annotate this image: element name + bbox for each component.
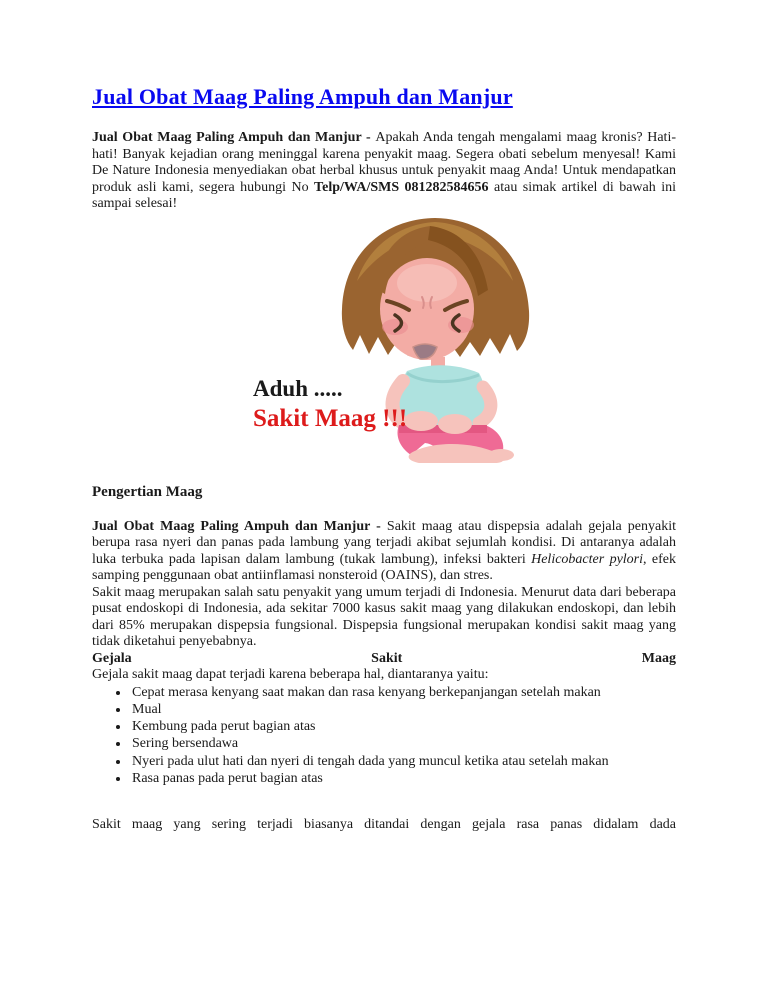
hand-left — [404, 411, 438, 431]
phone-number-bold: Telp/WA/SMS 081282584656 — [314, 179, 489, 195]
gejala-word-3: Maag — [641, 650, 676, 666]
symptom-item: • Sering bersendawa — [130, 735, 676, 752]
caption-aduh: Aduh ..... — [253, 375, 343, 401]
intro-paragraph — [92, 130, 676, 213]
symptom-item: • Cepat merasa kenyang saat makan dan rasa kenyang berkepanjangan setelah makan — [130, 684, 676, 701]
symptom-list — [92, 684, 676, 788]
symptom-item: • Nyeri pada ulut hati dan nyeri di tengah dada yang muncul ketika atau setelah makan — [130, 753, 676, 770]
stomach-pain-illustration — [249, 213, 531, 463]
pengertian-paragraph — [92, 519, 676, 585]
gejala-word-1: Gejala — [92, 650, 132, 666]
pengertian-tail-text: , efek samping penggunaan obat antiinflamasi nonsteroid (OAINS), dan stres. — [92, 551, 677, 583]
intro-tail-text: atau simak artikel di bawah ini sampai selesai! — [92, 179, 676, 211]
pengertian-heading: Pengertian Maag — [92, 483, 203, 500]
pengertian-body-text: Sakit maag atau dispepsia adalah gejala penyakit berupa rasa nyeri dan panas pada lambung yang terjadi akibat sejumlah kondisi. Di antaranya adalah luka terbuka pada lapisan dalam lambung (tukak lambung), infeksi bakteri — [92, 518, 676, 567]
caption-sakit-maag: Sakit Maag !!! — [253, 404, 408, 432]
closing-paragraph: Sakit maag yang sering terjadi biasanya ditandai dengan gejala rasa panas didalam dada — [92, 817, 676, 833]
foot — [488, 449, 514, 461]
gejala-heading — [92, 651, 676, 668]
cartoon-girl-graphic — [249, 213, 531, 463]
intro-body-text: Apakah Anda tengah mengalami maag kronis? Hati-hati! Banyak kejadian orang meninggal karena penyakit maag. Segera obati sebelum menyesal! Kami De Nature Indonesia menyediakan obat herbal khusus untuk penyakit maag Anda! Untuk mendapatkan produk asli kami, segera hubungi No — [92, 130, 676, 195]
pengertian-lead-bold: Jual Obat Maag Paling Ampuh dan Manjur - — [92, 518, 387, 534]
symptom-item: • Kembung pada perut bagian atas — [130, 718, 676, 735]
forehead-light — [397, 264, 457, 302]
hand-right — [438, 414, 472, 434]
gejala-word-2: Sakit — [371, 650, 403, 666]
article-title-link[interactable]: Jual Obat Maag Paling Ampuh dan Manjur — [92, 84, 513, 109]
statistics-paragraph: Sakit maag merupakan salah satu penyakit yang umum terjadi di Indonesia. Menurut data dari beberapa pusat endoskopi di Indonesia, ada sekitar 7000 kasus sakit maag yang dilakukan endoskopi, dan lebih dari 85% merupakan dispepsia fungsional. Dispepsia fungsional merupakan kondisi sakit maag yang tidak diketahui penyebabnya. — [92, 584, 676, 649]
intro-lead-bold: Jual Obat Maag Paling Ampuh dan Manjur - — [92, 130, 376, 145]
symptom-item: • Rasa panas pada perut bagian atas — [130, 770, 676, 787]
helicobacter-italic: Helicobacter pylori — [531, 551, 644, 567]
gejala-intro-line: Gejala sakit maag dapat terjadi karena beberapa hal, diantaranya yaitu: — [92, 667, 489, 682]
symptom-item: • Mual — [130, 701, 676, 718]
